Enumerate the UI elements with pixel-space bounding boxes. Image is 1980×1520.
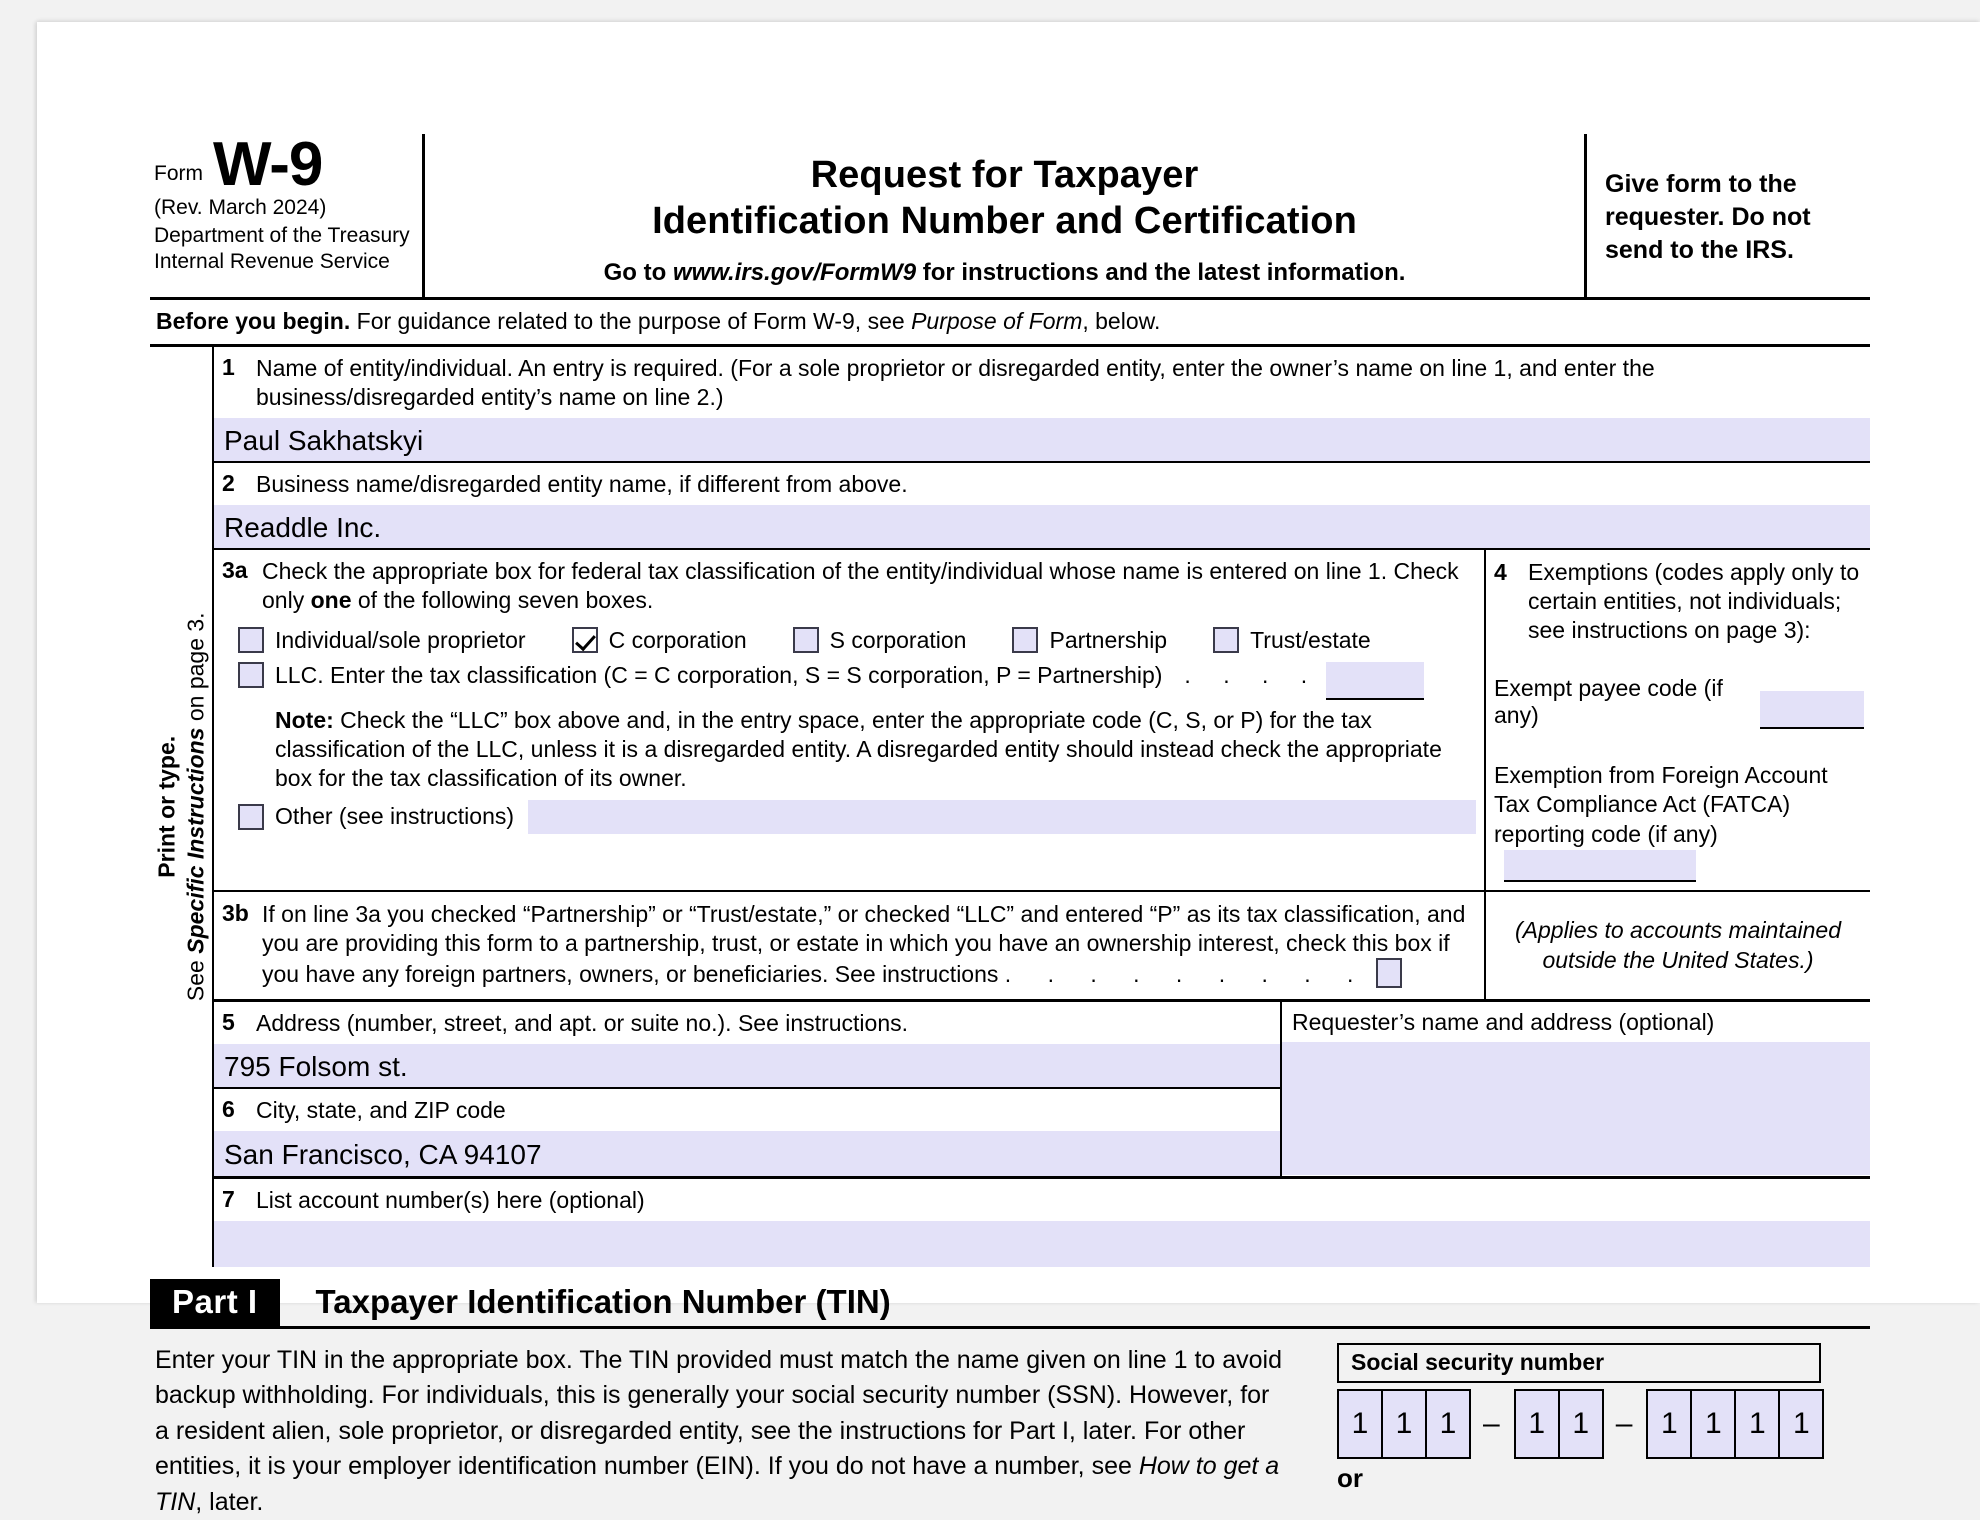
part1-instructions-b: , later. (195, 1487, 264, 1516)
line3b-leader-dots: . . . . . . . . . (1004, 961, 1369, 988)
line3a-label-emphasis: one (310, 586, 352, 613)
line3a-classification-checkboxes (214, 621, 1484, 658)
part1-body (150, 1329, 1870, 1520)
ssn-label: Social security number (1337, 1343, 1821, 1383)
w9-document-page (37, 22, 1980, 1516)
line3b-number: 3b (222, 900, 249, 927)
ssn-entry-block (1285, 1343, 1870, 1520)
purpose-of-form-reference: Purpose of Form (911, 307, 1083, 334)
line6-city-state-zip-input[interactable]: San Francisco, CA 94107 (214, 1131, 1280, 1176)
checkbox-label: C corporation (608, 626, 747, 653)
line3b-label: If on line 3a you checked “Partnership” or “Trust/estate,” or checked “LLC” and entered “P” as its tax classification, and you are providing this form to a partnership, trust, or estate in which you have an ownership interest, check this box if you have any foreign partners, owners, or beneficiaries. See instructions . . . . . . . . . (262, 901, 1466, 988)
print-or-type-sidebar (150, 347, 214, 1267)
ssn-digit-cell[interactable]: 1 (1337, 1389, 1383, 1459)
line1-label-row (214, 347, 1870, 418)
line4-number: 4 (1494, 558, 1507, 585)
ssn-digit-cell[interactable]: 1 (1646, 1389, 1692, 1459)
checkbox-label: S corporation (829, 626, 967, 653)
line2-number: 2 (222, 469, 235, 496)
form-title-line-2: Identification Number and Certification (652, 200, 1357, 243)
part1-tag: Part I (150, 1279, 280, 1326)
other-classification-input[interactable] (528, 800, 1476, 834)
goto-prefix: Go to (603, 258, 673, 286)
ssn-digit-cell[interactable]: 1 (1778, 1389, 1824, 1459)
line1-number: 1 (222, 353, 235, 380)
line5-label-row (214, 1002, 1280, 1044)
line3a-label-row (214, 550, 1484, 621)
checkbox-label: Individual/sole proprietor (275, 626, 526, 653)
checkbox-box-icon[interactable] (238, 627, 264, 653)
form-word-label: Form (154, 162, 203, 186)
requester-label: Requester’s name and address (optional) (1292, 1009, 1715, 1035)
line7-label: List account number(s) here (optional) (256, 1186, 645, 1213)
irs-form-url[interactable]: www.irs.gov/FormW9 (672, 258, 917, 286)
line7-number: 7 (222, 1185, 235, 1212)
ssn-digit-row (1337, 1389, 1870, 1459)
note-text: Check the “LLC” box above and, in the entry space, enter the appropriate code (C, S, or P) for the tax classification of the LLC, unless it is a disregarded entity. A disregarded entity should instead check the appropriate box for the tax classification of its owner. (275, 706, 1442, 792)
checkbox-individual-sole-proprietor[interactable] (238, 627, 526, 654)
checkbox-foreign-partners[interactable] (1376, 958, 1402, 988)
line3a-block (214, 550, 1486, 890)
other-label: Other (see instructions) (275, 803, 515, 830)
exempt-payee-code-label: Exempt payee code (if any) (1494, 674, 1723, 728)
llc-tax-classification-input[interactable] (1326, 662, 1424, 700)
checkbox-partnership[interactable] (1012, 627, 1167, 654)
line2-label: Business name/disregarded entity name, if different from above. (256, 470, 908, 497)
requester-block (1282, 1002, 1870, 1176)
line3a-label: Check the appropriate box for federal tax classification of the entity/individual whose name is entered on line 1. Check only one of the following seven boxes. (262, 557, 1459, 613)
ssn-digit-cell[interactable]: 1 (1514, 1389, 1560, 1459)
requester-name-address-input[interactable] (1282, 1042, 1870, 1175)
form-revision-date: (Rev. March 2024) (154, 196, 327, 220)
line7-account-numbers-input[interactable] (214, 1221, 1870, 1267)
goto-suffix: for instructions and the latest information. (916, 258, 1406, 286)
before-you-begin-label: Before you begin. (156, 307, 351, 334)
note-label: Note: (275, 706, 334, 733)
ssn-digit-cell[interactable]: 1 (1734, 1389, 1780, 1459)
checkbox-trust-estate[interactable] (1213, 627, 1371, 654)
checkbox-s-corporation[interactable] (793, 627, 967, 654)
part1-instructions (150, 1343, 1285, 1520)
checkbox-label: Trust/estate (1250, 626, 1371, 653)
sidebar-specific-instructions: Specific Instructions (182, 727, 208, 954)
ssn-separator-dash: – (1615, 1406, 1633, 1440)
line7-label-row (214, 1179, 1870, 1221)
form-number-title: W-9 (213, 130, 323, 199)
llc-label: LLC. Enter the tax classification (C = C corporation, S = S corporation, P = Partnership) (275, 661, 1163, 688)
form-header (150, 130, 1870, 300)
sidebar-print-or-type: Print or type. (153, 735, 180, 878)
line4-label: Exemptions (codes apply only to certain entities, not individuals; see instructions on page 3): (1528, 558, 1860, 643)
give-form-note: Give form to the requester. Do not send to the IRS. (1605, 170, 1811, 264)
line3a-label-tail: of the following seven boxes. (351, 586, 654, 613)
sidebar-page-reference: on page 3. (182, 612, 208, 728)
ssn-digit-cell[interactable]: 1 (1425, 1389, 1471, 1459)
line3b-section (214, 892, 1870, 1002)
w9-form (150, 130, 1870, 1520)
fatca-code-row (1494, 761, 1864, 885)
ssn-or-ein-divider-word: or (1337, 1462, 1363, 1493)
llc-leader-dots: . . . . (1184, 661, 1321, 688)
fatca-code-label: Exemption from Foreign Account Tax Compliance Act (FATCA) reporting code (if any) (1494, 761, 1828, 848)
exempt-payee-code-row (1494, 675, 1864, 729)
line6-label-row (214, 1089, 1280, 1131)
line3a-llc-row (214, 658, 1484, 700)
checkbox-box-icon[interactable] (793, 627, 819, 653)
line5-address-input[interactable]: 795 Folsom st. (214, 1044, 1280, 1089)
part1-instructions-a: Enter your TIN in the appropriate box. The TIN provided must match the name given on line 1 to avoid backup withholding. For individuals, this is generally your social security number (SSN). However, for a resident alien, sole proprietor, or disregarded entity, see the instructions for Part I, later. For other entities, it is your employer identification number (EIN). If you do not have a number, see (155, 1345, 1283, 1481)
ssn-separator-dash: – (1483, 1406, 1500, 1440)
line1-name-input[interactable]: Paul Sakhatskyi (214, 418, 1870, 463)
line3a-other-row (214, 796, 1484, 842)
fatca-applies-note: (Applies to accounts maintained outside the United States.) (1514, 916, 1842, 973)
irs-url-line (435, 259, 1574, 287)
part1-title: Taxpayer Identification Number (TIN) (315, 1282, 891, 1320)
agency-department-line: Department of the Treasury (154, 224, 410, 248)
form-body (150, 347, 1870, 1267)
line6-number: 6 (222, 1095, 235, 1122)
form-title-block (422, 134, 1587, 297)
line3a-llc-note (214, 700, 1484, 796)
checkbox-checked-icon[interactable] (572, 627, 598, 653)
checkbox-box-icon[interactable] (1012, 627, 1038, 653)
form-title-line-1: Request for Taxpayer (810, 154, 1199, 196)
ssn-digit-cell[interactable]: 1 (1558, 1389, 1604, 1459)
checkbox-c-corporation[interactable] (572, 627, 747, 654)
line6-label: City, state, and ZIP code (256, 1096, 506, 1123)
line4-exemptions-block (1486, 550, 1870, 890)
line2-label-row (214, 463, 1870, 505)
line3a-number: 3a (222, 556, 248, 583)
checkbox-llc[interactable] (238, 662, 264, 688)
how-to-get-a-tin-reference: How to get a TIN (155, 1452, 1280, 1516)
line5-number: 5 (222, 1009, 235, 1035)
before-you-begin-banner (150, 300, 1870, 347)
checkbox-other[interactable] (238, 804, 264, 830)
line2-business-name-input[interactable]: Readdle Inc. (214, 505, 1870, 550)
line3a-and-line4-section (214, 550, 1870, 892)
address-fields (214, 1002, 1282, 1176)
agency-service-line: Internal Revenue Service (154, 249, 390, 273)
sidebar-see-prefix: See (182, 953, 208, 1002)
fatca-code-input[interactable] (1504, 850, 1696, 882)
line1-label: Name of entity/individual. An entry is required. (For a sole proprietor or disregarded entity, enter the owner’s name on line 1, and enter the business/disregarded entity’s name on line 2.) (256, 354, 1655, 410)
part1-header (150, 1279, 1870, 1329)
checkbox-box-icon[interactable] (1213, 627, 1239, 653)
checkbox-label: Partnership (1049, 626, 1168, 653)
before-you-begin-text-b: , below. (1082, 307, 1161, 334)
line3b-block (214, 892, 1486, 999)
exempt-payee-code-input[interactable] (1760, 691, 1864, 729)
address-section (214, 1002, 1870, 1179)
ssn-digit-cell[interactable]: 1 (1690, 1389, 1736, 1459)
form-identity-block (150, 130, 422, 297)
line5-label: Address (number, street, and apt. or suite no.). See instructions. (256, 1010, 908, 1036)
ssn-digit-cell[interactable]: 1 (1381, 1389, 1427, 1459)
before-you-begin-text-a: For guidance related to the purpose of Form W-9, see (350, 307, 912, 334)
